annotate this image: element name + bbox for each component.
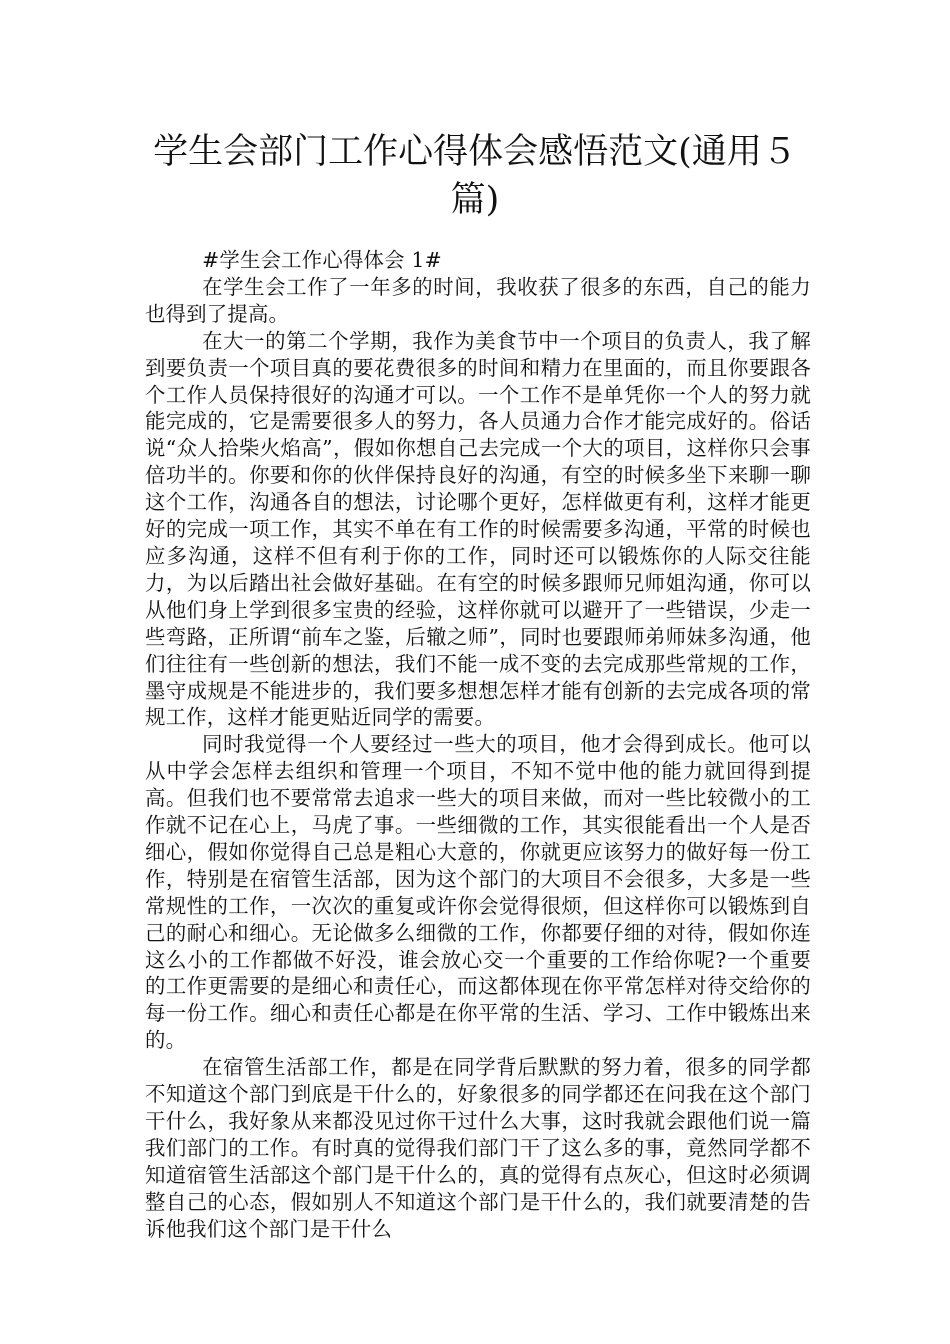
- paragraph: 在学生会工作了一年多的时间，我收获了很多的东西，自己的能力也得到了提高。: [145, 274, 811, 326]
- paragraph: 在宿管生活部工作，都是在同学背后默默的努力着，很多的同学都不知道这个部门到底是干什么的，好象很多的同学都还在问我在这个部门干什么，我好象从来都没见过你干过什么大事，这时我就会跟他们说一篇我们部门的工作。有时真的觉得我们部门干了这么多的事，竟然同学都不知道宿管生活部这个部门是干什么的，真的觉得有点灰心，但这时必须调整自己的心态，假如别人不知道这个部门是干什么的，我们就要清楚的告诉他我们这个部门是干什么: [145, 1055, 811, 1241]
- section-heading: #学生会工作心得体会 1#: [202, 248, 442, 272]
- document-title: 学生会部门工作心得体会感悟范文(通用５篇): [153, 132, 797, 220]
- paragraph: 同时我觉得一个人要经过一些大的项目，他才会得到成长。他可以从中学会怎样去组织和管理一个项目，不知不觉中他的能力就回得到提高。但我们也不要常常去追求一些大的项目来做，而对一些比较微小的工作就不记在心上，马虎了事。一些细微的工作，其实很能看出一个人是否细心，假如你觉得自己总是粗心大意的，你就更应该努力的做好每一份工作，特别是在宿管生活部，因为这个部门的大项目不会很多，大多是一些常规性的工作，一次次的重复或许你会觉得很烦，但这样你可以锻炼到自己的耐心和细心。无论做多么细微的工作，你都要仔细的对待，假如你连这么小的工作都做不好没，谁会放心交一个重要的工作给你呢?一个重要的工作更需要的是细心和责任心，而这都体现在你平常怎样对待交给你的每一份工作。细心和责任心都是在你平常的生活、学习、工作中锻炼出来的。: [145, 732, 811, 1053]
- paragraph: 在大一的第二个学期，我作为美食节中一个项目的负责人，我了解到要负责一个项目真的要花费很多的时间和精力在里面的，而且你要跟各个工作人员保持很好的沟通才可以。一个工作不是单凭你一个人的努力就能完成的，它是需要很多人的努力，各人员通力合作才能完成好的。俗话说“众人拾柴火焰高”，假如你想自己去完成一个大的项目，这样你只会事倍功半的。你要和你的伙伴保持良好的沟通，有空的时候多坐下来聊一聊这个工作，沟通各自的想法，讨论哪个更好，怎样做更有利，这样才能更好的完成一项工作，其实不单在有工作的时候需要多沟通，平常的时候也应多沟通，这样不但有利于你的工作，同时还可以锻炼你的人际交往能力，为以后踏出社会做好基础。在有空的时候多跟师兄师姐沟通，你可以从他们身上学到很多宝贵的经验，这样你就可以避开了一些错误，少走一些弯路，正所谓“前车之鉴，后辙之师”，同时也要跟师弟师妹多沟通，他们往往有一些创新的想法，我们不能一成不变的去完成那些常规的工作，墨守成规是不能进步的，我们要多想想怎样才能有创新的去完成各项的常规工作，这样才能更贴近同学的需要。: [145, 328, 811, 730]
- document-body: [145, 247, 811, 1243]
